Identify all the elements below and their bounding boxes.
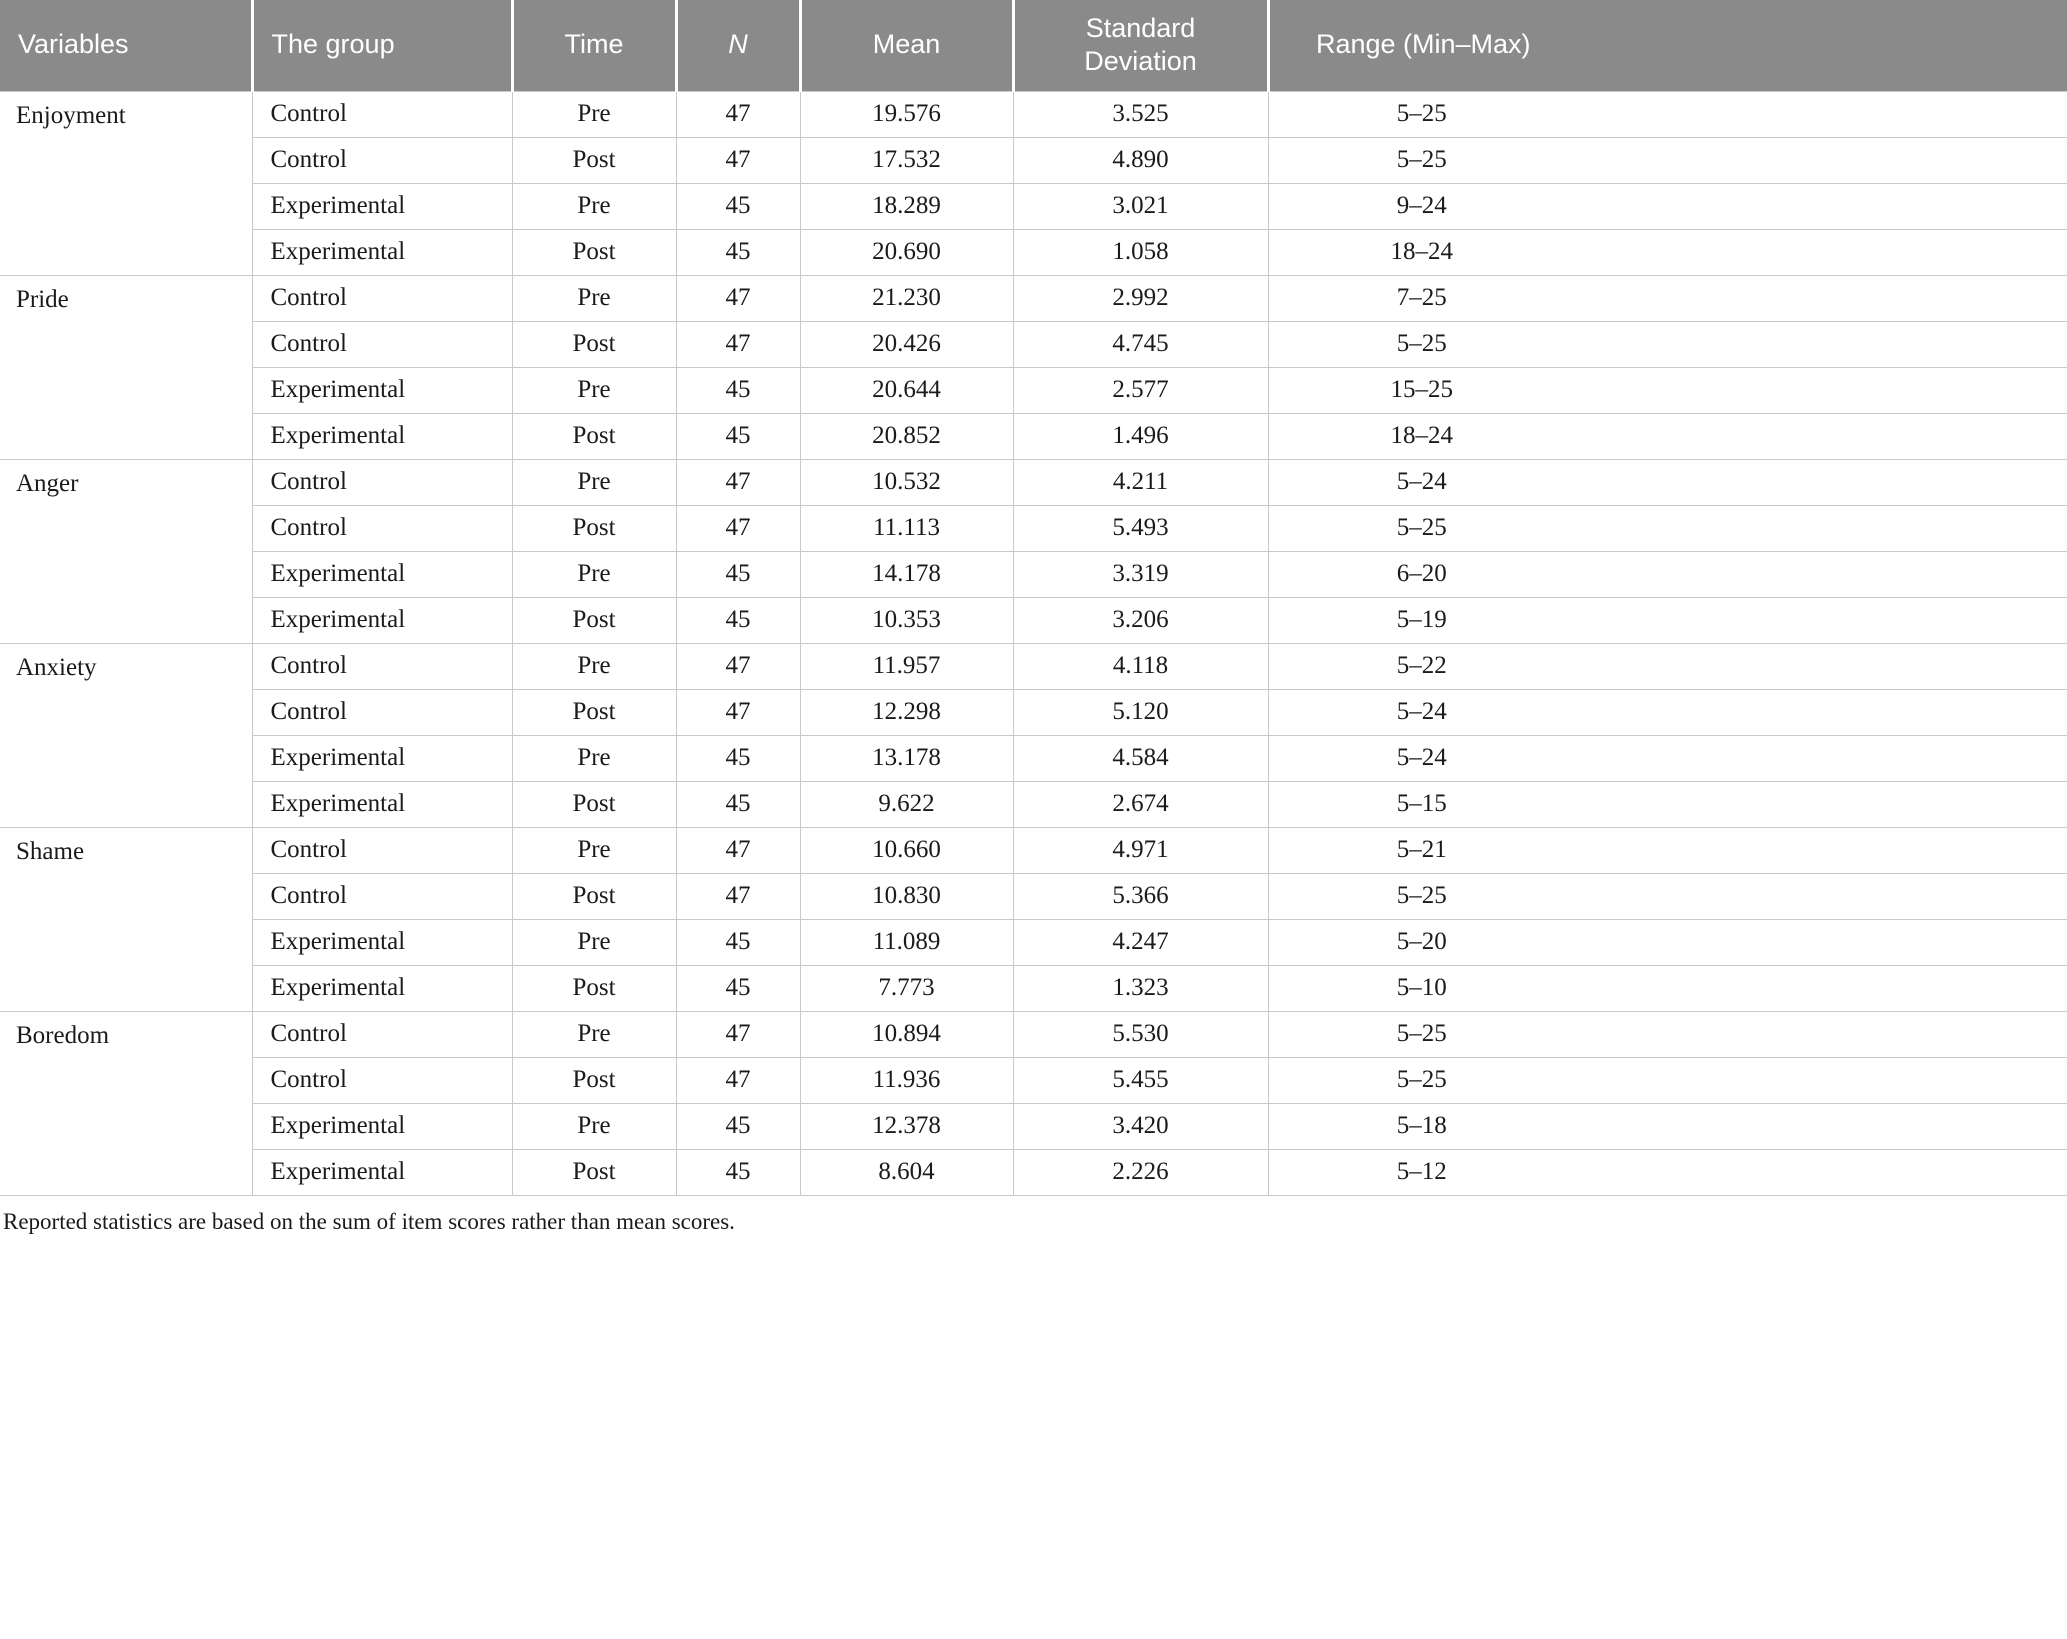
cell-mean: 21.230 — [800, 275, 1013, 321]
table-row — [0, 551, 2067, 597]
cell-mean: 11.113 — [800, 505, 1013, 551]
table-row — [0, 781, 2067, 827]
cell-mean: 13.178 — [800, 735, 1013, 781]
table-row — [0, 275, 2067, 321]
cell-mean: 19.576 — [800, 91, 1013, 137]
cell-range: 5–24 — [1268, 689, 2067, 735]
table-row — [0, 459, 2067, 505]
cell-n: 45 — [676, 413, 800, 459]
cell-group: Control — [252, 505, 512, 551]
cell-time: Post — [512, 873, 676, 919]
cell-n: 47 — [676, 321, 800, 367]
cell-group: Experimental — [252, 735, 512, 781]
table-footnote: Reported statistics are based on the sum of item scores rather than mean scores. — [3, 1208, 735, 1234]
cell-n: 45 — [676, 965, 800, 1011]
cell-range: 5–10 — [1268, 965, 2067, 1011]
table-row — [0, 643, 2067, 689]
cell-group: Experimental — [252, 965, 512, 1011]
table-row — [0, 137, 2067, 183]
cell-range: 5–25 — [1268, 505, 2067, 551]
cell-range: 5–25 — [1268, 321, 2067, 367]
cell-sd: 3.319 — [1013, 551, 1268, 597]
table-header — [0, 0, 2067, 91]
table-row — [0, 505, 2067, 551]
variable-cell: Anger — [0, 459, 252, 643]
cell-range: 7–25 — [1268, 275, 2067, 321]
cell-sd: 3.525 — [1013, 91, 1268, 137]
cell-group: Control — [252, 689, 512, 735]
cell-mean: 7.773 — [800, 965, 1013, 1011]
cell-mean: 20.852 — [800, 413, 1013, 459]
cell-time: Post — [512, 781, 676, 827]
cell-time: Post — [512, 1057, 676, 1103]
cell-n: 47 — [676, 689, 800, 735]
cell-sd: 1.496 — [1013, 413, 1268, 459]
cell-sd: 2.674 — [1013, 781, 1268, 827]
cell-group: Experimental — [252, 229, 512, 275]
cell-time: Post — [512, 965, 676, 1011]
cell-sd: 4.890 — [1013, 137, 1268, 183]
cell-n: 47 — [676, 643, 800, 689]
cell-mean: 9.622 — [800, 781, 1013, 827]
cell-mean: 14.178 — [800, 551, 1013, 597]
cell-time: Pre — [512, 1011, 676, 1057]
table-row — [0, 91, 2067, 137]
cell-sd: 2.577 — [1013, 367, 1268, 413]
cell-sd: 4.118 — [1013, 643, 1268, 689]
cell-n: 47 — [676, 827, 800, 873]
variable-cell: Anxiety — [0, 643, 252, 827]
cell-time: Post — [512, 689, 676, 735]
cell-range: 5–24 — [1268, 735, 2067, 781]
cell-sd: 5.366 — [1013, 873, 1268, 919]
cell-group: Experimental — [252, 551, 512, 597]
cell-range: 5–20 — [1268, 919, 2067, 965]
cell-mean: 8.604 — [800, 1149, 1013, 1195]
cell-group: Experimental — [252, 781, 512, 827]
cell-range: 5–24 — [1268, 459, 2067, 505]
cell-group: Control — [252, 275, 512, 321]
cell-n: 47 — [676, 459, 800, 505]
cell-n: 47 — [676, 1011, 800, 1057]
cell-time: Post — [512, 321, 676, 367]
cell-time: Pre — [512, 459, 676, 505]
cell-n: 47 — [676, 137, 800, 183]
column-header-group: The group — [252, 0, 512, 91]
cell-sd: 4.211 — [1013, 459, 1268, 505]
cell-sd: 1.323 — [1013, 965, 1268, 1011]
cell-sd: 4.247 — [1013, 919, 1268, 965]
cell-n: 45 — [676, 597, 800, 643]
cell-sd: 1.058 — [1013, 229, 1268, 275]
cell-time: Pre — [512, 183, 676, 229]
cell-time: Pre — [512, 919, 676, 965]
cell-group: Experimental — [252, 183, 512, 229]
cell-time: Post — [512, 597, 676, 643]
table-row — [0, 735, 2067, 781]
cell-group: Control — [252, 91, 512, 137]
cell-group: Experimental — [252, 1103, 512, 1149]
table-row — [0, 1011, 2067, 1057]
cell-n: 45 — [676, 183, 800, 229]
cell-range: 5–21 — [1268, 827, 2067, 873]
cell-mean: 11.957 — [800, 643, 1013, 689]
cell-time: Post — [512, 137, 676, 183]
cell-mean: 20.426 — [800, 321, 1013, 367]
cell-n: 47 — [676, 91, 800, 137]
cell-range: 5–12 — [1268, 1149, 2067, 1195]
cell-mean: 18.289 — [800, 183, 1013, 229]
cell-group: Control — [252, 137, 512, 183]
cell-group: Control — [252, 1011, 512, 1057]
cell-mean: 12.298 — [800, 689, 1013, 735]
cell-group: Experimental — [252, 413, 512, 459]
cell-group: Control — [252, 873, 512, 919]
cell-sd: 5.455 — [1013, 1057, 1268, 1103]
variable-cell: Shame — [0, 827, 252, 1011]
cell-range: 5–25 — [1268, 91, 2067, 137]
cell-time: Post — [512, 229, 676, 275]
cell-group: Control — [252, 321, 512, 367]
cell-mean: 12.378 — [800, 1103, 1013, 1149]
table-row — [0, 827, 2067, 873]
cell-group: Experimental — [252, 919, 512, 965]
cell-sd: 5.120 — [1013, 689, 1268, 735]
cell-range: 5–25 — [1268, 137, 2067, 183]
cell-time: Pre — [512, 275, 676, 321]
cell-mean: 10.353 — [800, 597, 1013, 643]
table-row — [0, 873, 2067, 919]
cell-time: Pre — [512, 551, 676, 597]
cell-mean: 10.660 — [800, 827, 1013, 873]
table-row — [0, 229, 2067, 275]
cell-mean: 20.644 — [800, 367, 1013, 413]
cell-time: Post — [512, 413, 676, 459]
cell-range: 5–25 — [1268, 1057, 2067, 1103]
cell-n: 47 — [676, 275, 800, 321]
cell-time: Pre — [512, 643, 676, 689]
cell-mean: 10.830 — [800, 873, 1013, 919]
variable-cell: Boredom — [0, 1011, 252, 1195]
column-header-sd: Standard Deviation — [1013, 0, 1268, 91]
cell-sd: 3.420 — [1013, 1103, 1268, 1149]
cell-n: 45 — [676, 229, 800, 275]
cell-group: Experimental — [252, 1149, 512, 1195]
cell-time: Pre — [512, 1103, 676, 1149]
table-row — [0, 689, 2067, 735]
table-row — [0, 1149, 2067, 1195]
cell-range: 18–24 — [1268, 229, 2067, 275]
cell-n: 45 — [676, 1103, 800, 1149]
cell-group: Experimental — [252, 367, 512, 413]
cell-mean: 10.894 — [800, 1011, 1013, 1057]
column-header-mean: Mean — [800, 0, 1013, 91]
cell-time: Pre — [512, 91, 676, 137]
cell-group: Control — [252, 827, 512, 873]
cell-n: 45 — [676, 781, 800, 827]
cell-time: Pre — [512, 735, 676, 781]
cell-sd: 4.745 — [1013, 321, 1268, 367]
cell-mean: 11.936 — [800, 1057, 1013, 1103]
cell-sd: 3.021 — [1013, 183, 1268, 229]
cell-n: 47 — [676, 873, 800, 919]
table-row — [0, 1057, 2067, 1103]
cell-mean: 11.089 — [800, 919, 1013, 965]
cell-range: 18–24 — [1268, 413, 2067, 459]
cell-sd: 4.971 — [1013, 827, 1268, 873]
column-header-time: Time — [512, 0, 676, 91]
table-row — [0, 919, 2067, 965]
cell-n: 45 — [676, 1149, 800, 1195]
cell-group: Control — [252, 1057, 512, 1103]
column-header-n: N — [676, 0, 800, 91]
cell-time: Post — [512, 505, 676, 551]
cell-mean: 20.690 — [800, 229, 1013, 275]
cell-group: Control — [252, 459, 512, 505]
variable-cell: Enjoyment — [0, 91, 252, 275]
cell-range: 5–22 — [1268, 643, 2067, 689]
cell-range: 6–20 — [1268, 551, 2067, 597]
column-header-variables: Variables — [0, 0, 252, 91]
cell-n: 45 — [676, 735, 800, 781]
cell-n: 45 — [676, 919, 800, 965]
table-row — [0, 597, 2067, 643]
cell-range: 9–24 — [1268, 183, 2067, 229]
variable-cell: Pride — [0, 275, 252, 459]
cell-mean: 10.532 — [800, 459, 1013, 505]
cell-time: Post — [512, 1149, 676, 1195]
table-row — [0, 183, 2067, 229]
table-header-row — [0, 0, 2067, 91]
table-body — [0, 91, 2067, 1195]
cell-sd: 5.493 — [1013, 505, 1268, 551]
cell-range: 5–19 — [1268, 597, 2067, 643]
cell-group: Experimental — [252, 597, 512, 643]
cell-n: 47 — [676, 505, 800, 551]
table-row — [0, 413, 2067, 459]
cell-group: Control — [252, 643, 512, 689]
cell-range: 5–25 — [1268, 1011, 2067, 1057]
cell-sd: 3.206 — [1013, 597, 1268, 643]
table-row — [0, 321, 2067, 367]
cell-sd: 2.992 — [1013, 275, 1268, 321]
cell-sd: 4.584 — [1013, 735, 1268, 781]
cell-time: Pre — [512, 827, 676, 873]
cell-n: 45 — [676, 367, 800, 413]
table-row — [0, 367, 2067, 413]
cell-mean: 17.532 — [800, 137, 1013, 183]
cell-range: 5–18 — [1268, 1103, 2067, 1149]
cell-n: 47 — [676, 1057, 800, 1103]
cell-time: Pre — [512, 367, 676, 413]
cell-range: 5–25 — [1268, 873, 2067, 919]
column-header-range: Range (Min–Max) — [1268, 0, 2067, 91]
table-row — [0, 1103, 2067, 1149]
cell-range: 5–15 — [1268, 781, 2067, 827]
table-row — [0, 965, 2067, 1011]
cell-n: 45 — [676, 551, 800, 597]
cell-sd: 5.530 — [1013, 1011, 1268, 1057]
cell-sd: 2.226 — [1013, 1149, 1268, 1195]
cell-range: 15–25 — [1268, 367, 2067, 413]
